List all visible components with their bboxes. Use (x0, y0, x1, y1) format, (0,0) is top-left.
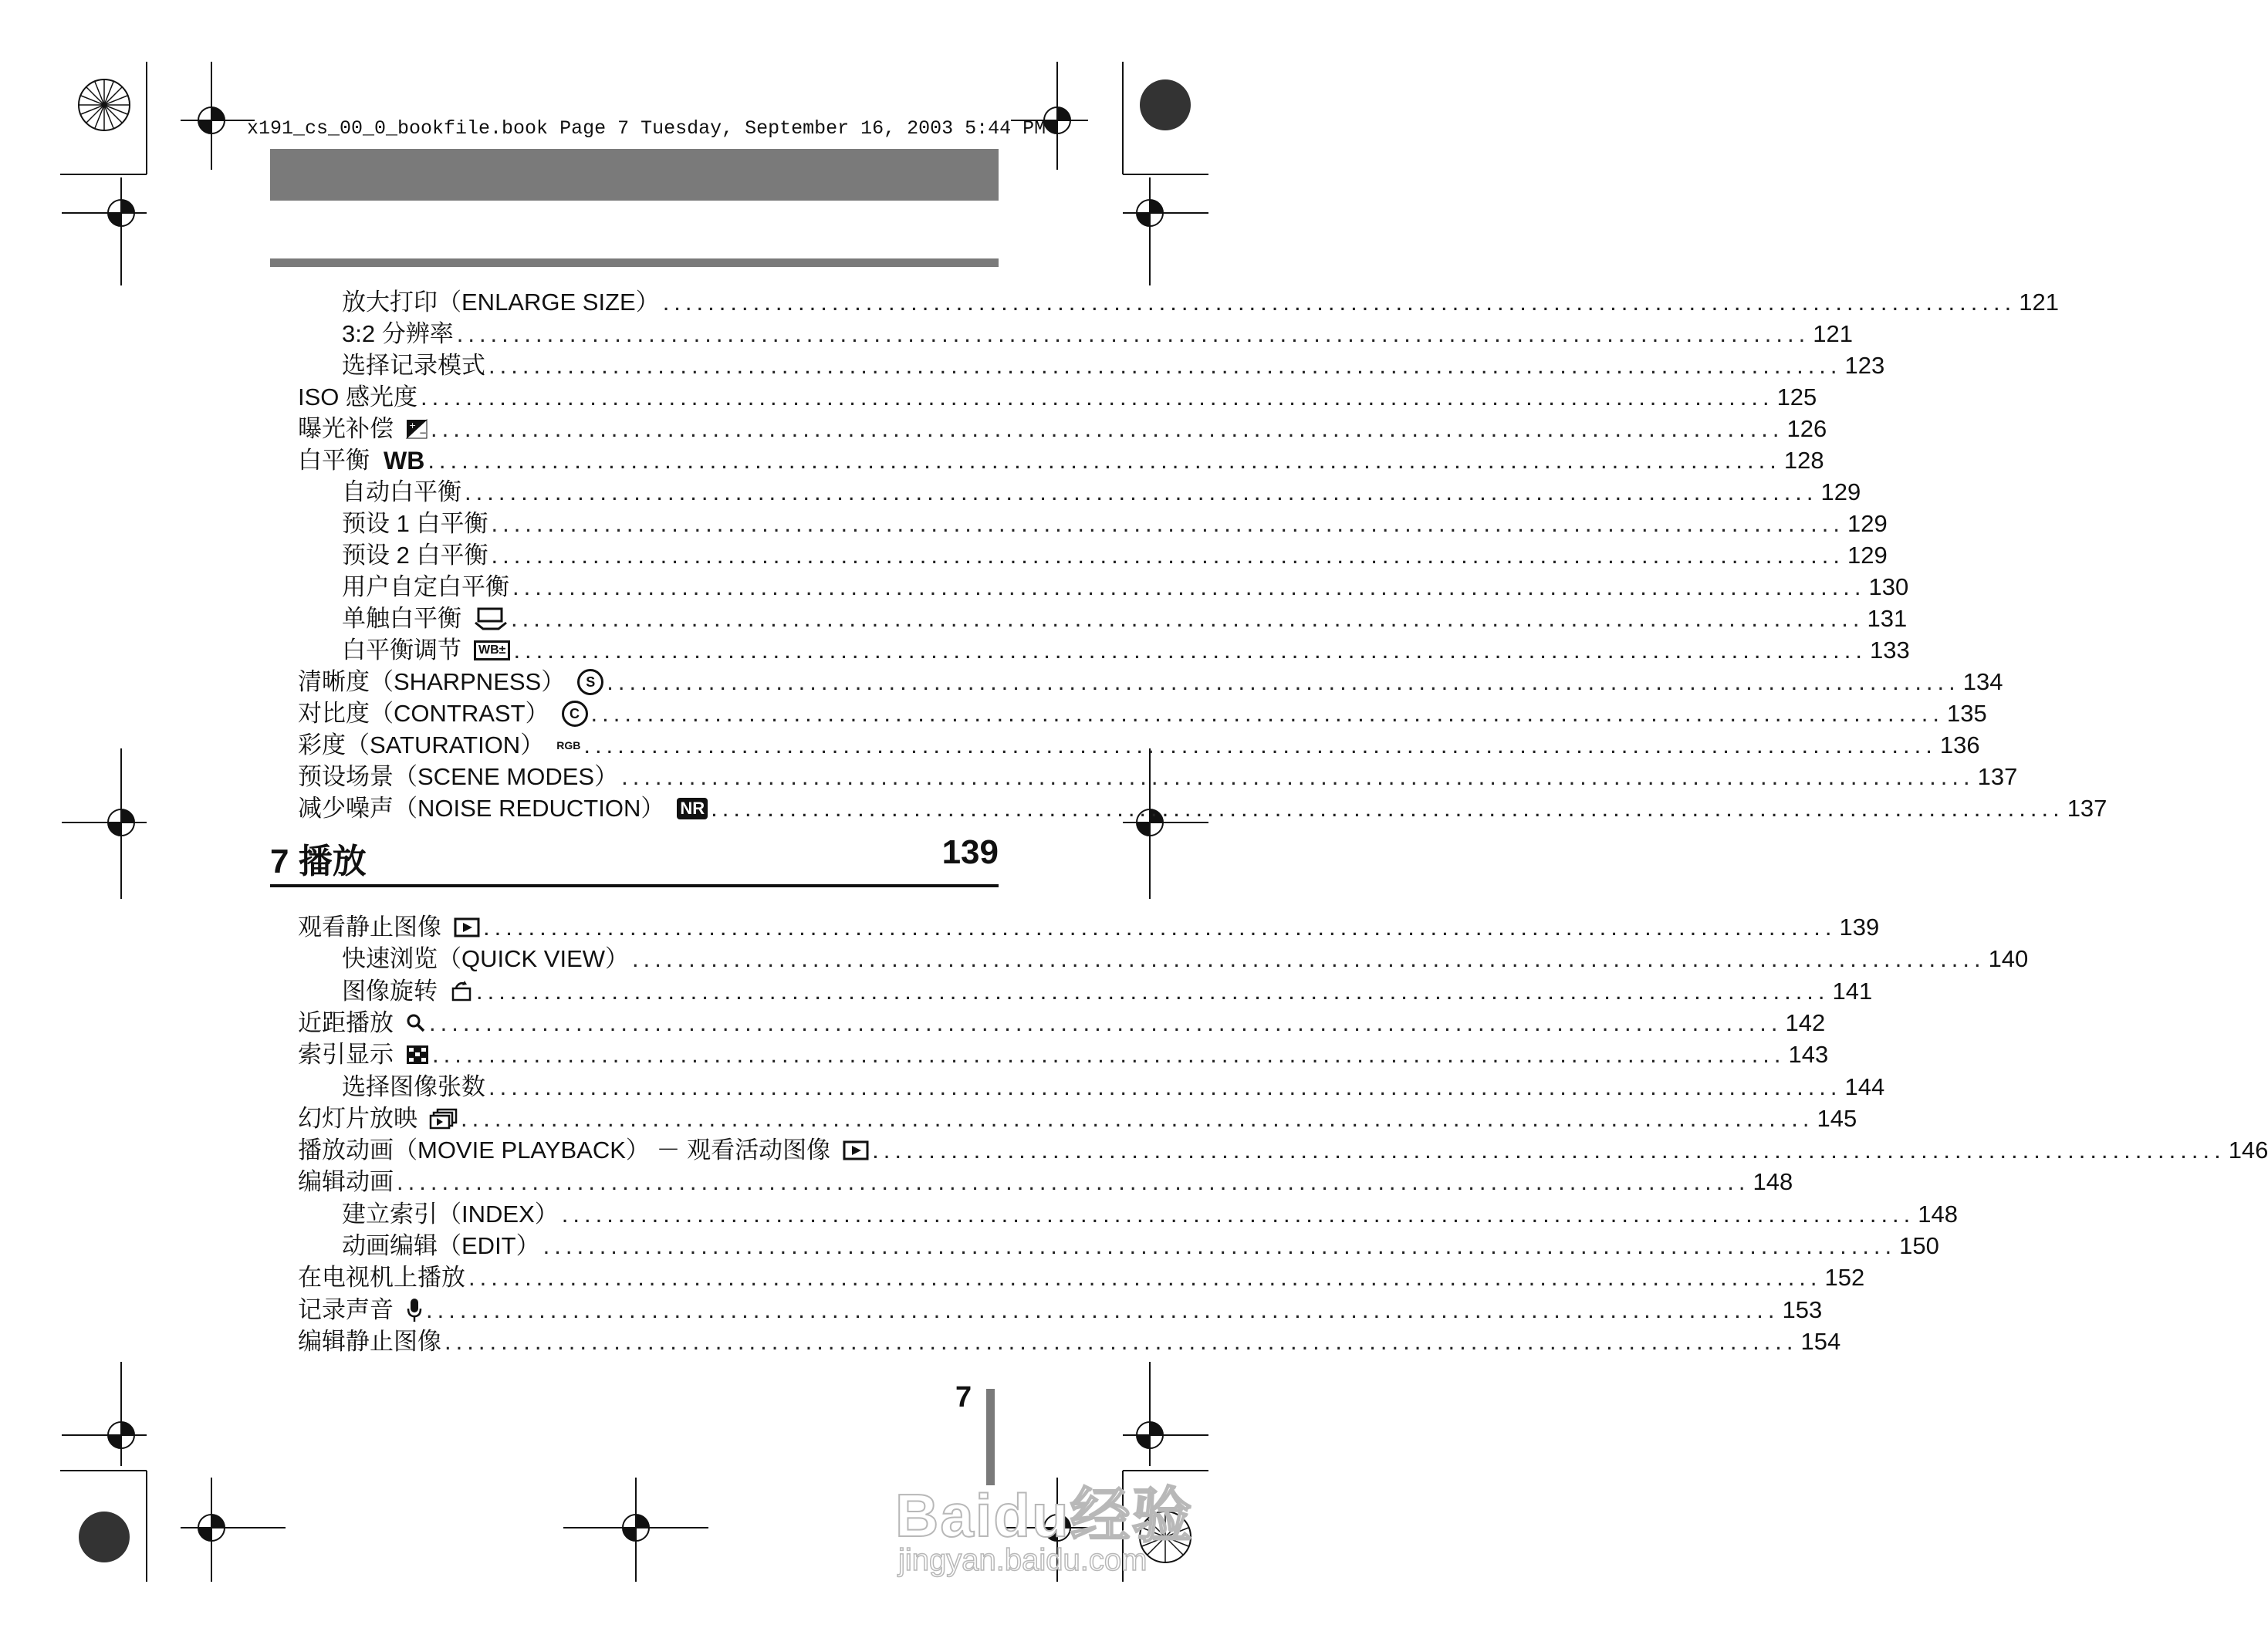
toc-entry (342, 505, 1888, 539)
toc-entry (298, 442, 1824, 476)
exposure-compensation-icon (406, 419, 428, 439)
toc-entry-text: 记录声音 (298, 1295, 394, 1323)
toc-entry-text: 用户自定白平衡 (342, 573, 509, 600)
toc-entry-title (298, 1039, 429, 1070)
toc-entry-page: 136 (1939, 731, 1980, 758)
page-number: 7 (955, 1381, 972, 1414)
toc-entry-page: 139 (1839, 914, 1880, 941)
toc-entry-title (342, 1231, 540, 1262)
toc-entry-title (298, 1008, 426, 1039)
toc-entry (342, 941, 2029, 975)
playback-icon (454, 917, 480, 937)
toc-entry-text: ISO 感光度 (298, 383, 418, 410)
toc-entry-text: 在电视机上播放 (298, 1264, 465, 1292)
toc-leader-dots: ........................................................................................................................ (561, 1200, 1915, 1228)
toc-leader-dots: ........................................................................................................................ (397, 1168, 1750, 1196)
rotate-icon (450, 981, 473, 1002)
toc-entry (298, 1100, 1857, 1134)
section-page: 139 (941, 833, 999, 871)
toc-leader-dots: ........................................................................................................................ (872, 1137, 2226, 1164)
toc-entry-page: 140 (1988, 945, 2029, 973)
toc-entry (298, 379, 1817, 413)
toc-entry (298, 410, 1827, 444)
toc-entry-text: 编辑动画 (298, 1168, 394, 1196)
toc-leader-dots: ........................................................................................................................ (426, 1295, 1780, 1323)
toc-entry-title (298, 445, 424, 476)
toc-entry-title (342, 540, 488, 571)
toc-leader-dots: ........................................................................................................................ (428, 447, 1781, 474)
toc-entry-title (342, 635, 510, 666)
toc-entry-title (342, 976, 473, 1007)
index-icon (406, 1045, 429, 1065)
toc-entry-text: 自动白平衡 (342, 478, 461, 505)
toc-entry-text: 清晰度（SHARPNESS） (298, 668, 566, 695)
toc-entry-page: 129 (1847, 542, 1888, 569)
toc-entry-title (298, 1295, 423, 1326)
toc-entry-text: 近距播放 (298, 1008, 394, 1036)
toc-entry-title (298, 762, 618, 792)
toc-entry-text: 单触白平衡 (342, 605, 461, 632)
header-bar (270, 149, 999, 201)
toc-entry-page: 152 (1824, 1264, 1865, 1292)
toc-leader-dots: ........................................................................................................................ (488, 352, 1842, 379)
watermark-brand: Baidu经验 (895, 1481, 1194, 1549)
toc-entry (342, 347, 1885, 381)
svg-text:+: + (409, 421, 417, 431)
toc-entry-page: 141 (1832, 977, 1873, 1005)
toc-entry-page: 153 (1782, 1295, 1823, 1323)
toc-entry-title (342, 1199, 559, 1230)
toc-entry-text: 预设 2 白平衡 (342, 542, 488, 569)
toc-entry-page: 126 (1786, 415, 1827, 442)
magnify-icon (406, 1013, 426, 1033)
toc-entry-text: 3:2 分辨率 (342, 320, 454, 347)
toc-entry-title (298, 1262, 465, 1293)
toc-entry-text: 选择记录模式 (342, 352, 485, 379)
watermark-url: jingyan.baidu.com (898, 1543, 1148, 1577)
toc-entry (298, 790, 2107, 824)
toc-leader-dots: ........................................................................................................................ (421, 383, 1774, 410)
noise-reduction-icon: NR (677, 798, 708, 819)
toc-entry-title (342, 287, 660, 318)
toc-leader-dots: ........................................................................................................................ (511, 605, 1864, 632)
toc-entry-title (298, 1326, 441, 1357)
toc-entry (342, 973, 1873, 1007)
toc-entry-page: 148 (1753, 1168, 1793, 1196)
toc-entry-page: 121 (2019, 289, 2059, 316)
toc-entry-title (342, 508, 488, 539)
toc-entry-page: 135 (1947, 700, 1987, 727)
toc-leader-dots: ........................................................................................................................ (583, 731, 1937, 758)
toc-entry-page: 128 (1783, 447, 1824, 474)
toc-leader-dots: ........................................................................................................................ (461, 1104, 1814, 1132)
toc-leader-dots: ........................................................................................................................ (468, 1264, 1822, 1292)
toc-entry (298, 1323, 1841, 1357)
toc-entry (298, 1005, 1826, 1039)
toc-entry-page: 137 (2067, 795, 2107, 822)
toc-leader-dots: ........................................................................................................................ (432, 1041, 1786, 1069)
toc-entry-title (298, 912, 480, 943)
toc-leader-dots: ........................................................................................................................ (662, 289, 2016, 316)
toc-entry-title (342, 572, 509, 603)
toc-entry-title (342, 350, 485, 381)
toc-entry (342, 537, 1888, 571)
toc-entry-title (298, 793, 708, 824)
toc-entry-page: 146 (2228, 1137, 2268, 1164)
toc-entry-title (298, 1103, 458, 1134)
wb-icon: WB (384, 447, 425, 475)
playback-icon (843, 1140, 869, 1160)
toc-entry-text: 建立索引（INDEX） (342, 1200, 559, 1228)
toc-entry-title (342, 477, 461, 508)
toc-entry-text: 白平衡调节 (342, 637, 461, 664)
section-heading (270, 833, 999, 883)
toc-entry-title (342, 603, 508, 634)
toc-entry-text: 曝光补偿 (298, 415, 394, 442)
toc-entry-page: 150 (1899, 1232, 1939, 1259)
toc-entry-page: 142 (1785, 1008, 1826, 1036)
toc-entry-title (298, 414, 428, 444)
toc-entry-text: 对比度（CONTRAST） (298, 700, 549, 727)
toc-leader-dots: ........................................................................................................................ (444, 1327, 1798, 1355)
slideshow-icon (430, 1108, 458, 1130)
file-header: x191_cs_00_0_bookfile.book Page 7 Tuesday, September 16, 2003 5:44 PM (247, 117, 1046, 140)
section-title: 7 播放 (270, 843, 367, 880)
toc-leader-dots: ........................................................................................................................ (542, 1232, 1897, 1259)
toc-leader-dots: ........................................................................................................................ (488, 1072, 1842, 1100)
toc-entry (342, 284, 2059, 318)
toc-entry (342, 632, 1910, 666)
toc-leader-dots: ........................................................................................................................ (456, 320, 1810, 347)
toc-entry (298, 695, 1987, 729)
toc-leader-dots: ........................................................................................................................ (483, 914, 1837, 941)
toc-entry-text: 选择图像张数 (342, 1072, 485, 1100)
contrast-icon: C (562, 701, 588, 727)
saturation-icon: RGB (556, 739, 581, 752)
toc-entry (298, 727, 1980, 761)
toc-leader-dots: ........................................................................................................................ (621, 763, 1975, 790)
toc-entry (342, 1228, 1939, 1262)
toc-entry-page: 121 (1813, 320, 1853, 347)
toc-entry-title (298, 698, 588, 729)
toc-leader-dots: ........................................................................................................................ (590, 700, 1945, 727)
section-rule (270, 884, 999, 887)
toc-entry (342, 1196, 1959, 1230)
one-touch-wb-icon (474, 607, 508, 630)
toc-entry-text: 减少噪声（NOISE REDUCTION） (298, 795, 665, 822)
toc-entry (298, 1259, 1865, 1293)
toc-entry-page: 131 (1867, 605, 1908, 632)
toc-entry-title (298, 382, 417, 413)
toc-entry (298, 758, 2018, 792)
toc-leader-dots: ........................................................................................................................ (711, 795, 2064, 822)
toc-entry-text: 编辑静止图像 (298, 1327, 441, 1355)
toc-entry-title (298, 667, 603, 698)
toc-entry-text: 放大打印（ENLARGE SIZE） (342, 289, 660, 316)
toc-entry-text: 动画编辑（EDIT） (342, 1232, 540, 1259)
toc-entry (342, 316, 1853, 350)
toc-entry-page: 129 (1847, 510, 1888, 537)
toc-entry-page: 123 (1844, 352, 1885, 379)
toc-entry-title (298, 1167, 394, 1197)
toc-entry-page: 137 (1977, 763, 2018, 790)
toc-entry-text: 图像旋转 (342, 977, 438, 1005)
toc-entry-page: 144 (1844, 1072, 1885, 1100)
toc-entry (298, 1036, 1829, 1070)
toc-entry-text: 彩度（SATURATION） (298, 731, 545, 758)
wb-adjust-icon: WB± (474, 640, 510, 660)
toc-entry-title (342, 319, 454, 350)
toc-leader-dots: ........................................................................................................................ (491, 510, 1845, 537)
toc-entry (298, 664, 2003, 698)
toc-entry-page: 130 (1868, 573, 1909, 600)
toc-leader-dots: ........................................................................................................................ (431, 415, 1784, 442)
toc-leader-dots: ........................................................................................................................ (512, 573, 1866, 600)
toc-entry-page: 125 (1776, 383, 1817, 410)
header-rule (270, 258, 999, 267)
toc-leader-dots: ........................................................................................................................ (491, 542, 1845, 569)
toc-entry-page: 134 (1962, 668, 2003, 695)
toc-entry-text: 观看静止图像 (298, 914, 441, 941)
microphone-icon (406, 1298, 423, 1322)
toc-entry (298, 1164, 1793, 1197)
toc-entry (298, 1292, 1823, 1326)
toc-entry-page: 154 (1800, 1327, 1841, 1355)
toc-entry-page: 145 (1817, 1104, 1857, 1132)
toc-entry-page: 143 (1788, 1041, 1829, 1069)
toc-leader-dots: ........................................................................................................................ (513, 637, 1867, 664)
toc-entry-text: 索引显示 (298, 1041, 394, 1069)
toc-entry-page: 133 (1869, 637, 1910, 664)
toc-entry-page: 129 (1820, 478, 1861, 505)
toc-entry-text: 快速浏览（QUICK VIEW） (342, 945, 630, 973)
toc-entry (342, 569, 1909, 603)
toc-entry-text: 播放动画（MOVIE PLAYBACK） － 观看活动图像 (298, 1137, 831, 1164)
toc-entry (342, 1069, 1885, 1103)
toc-entry (342, 600, 1908, 634)
toc-entry (298, 1132, 2268, 1166)
toc-entry-text: 白平衡 (298, 447, 370, 474)
toc-entry-page: 148 (1918, 1200, 1959, 1228)
toc-leader-dots: ........................................................................................................................ (607, 668, 1960, 695)
sharpness-icon: S (577, 669, 603, 695)
toc-entry-title (342, 1072, 485, 1103)
toc-leader-dots: ........................................................................................................................ (476, 977, 1830, 1005)
toc-leader-dots: ........................................................................................................................ (632, 945, 1986, 973)
toc-entry-text: 预设场景（SCENE MODES） (298, 763, 619, 790)
toc-entry-text: 预设 1 白平衡 (342, 510, 488, 537)
toc-leader-dots: ........................................................................................................................ (429, 1008, 1783, 1036)
toc-entry-title (342, 944, 629, 975)
toc-entry-title (298, 1135, 869, 1166)
svg-text:−: − (419, 427, 428, 438)
toc-leader-dots: ........................................................................................................................ (465, 478, 1818, 505)
toc-entry-title (298, 730, 580, 761)
toc-entry (342, 474, 1861, 508)
toc-entry (298, 909, 1880, 943)
toc-entry-text: 幻灯片放映 (298, 1104, 417, 1132)
